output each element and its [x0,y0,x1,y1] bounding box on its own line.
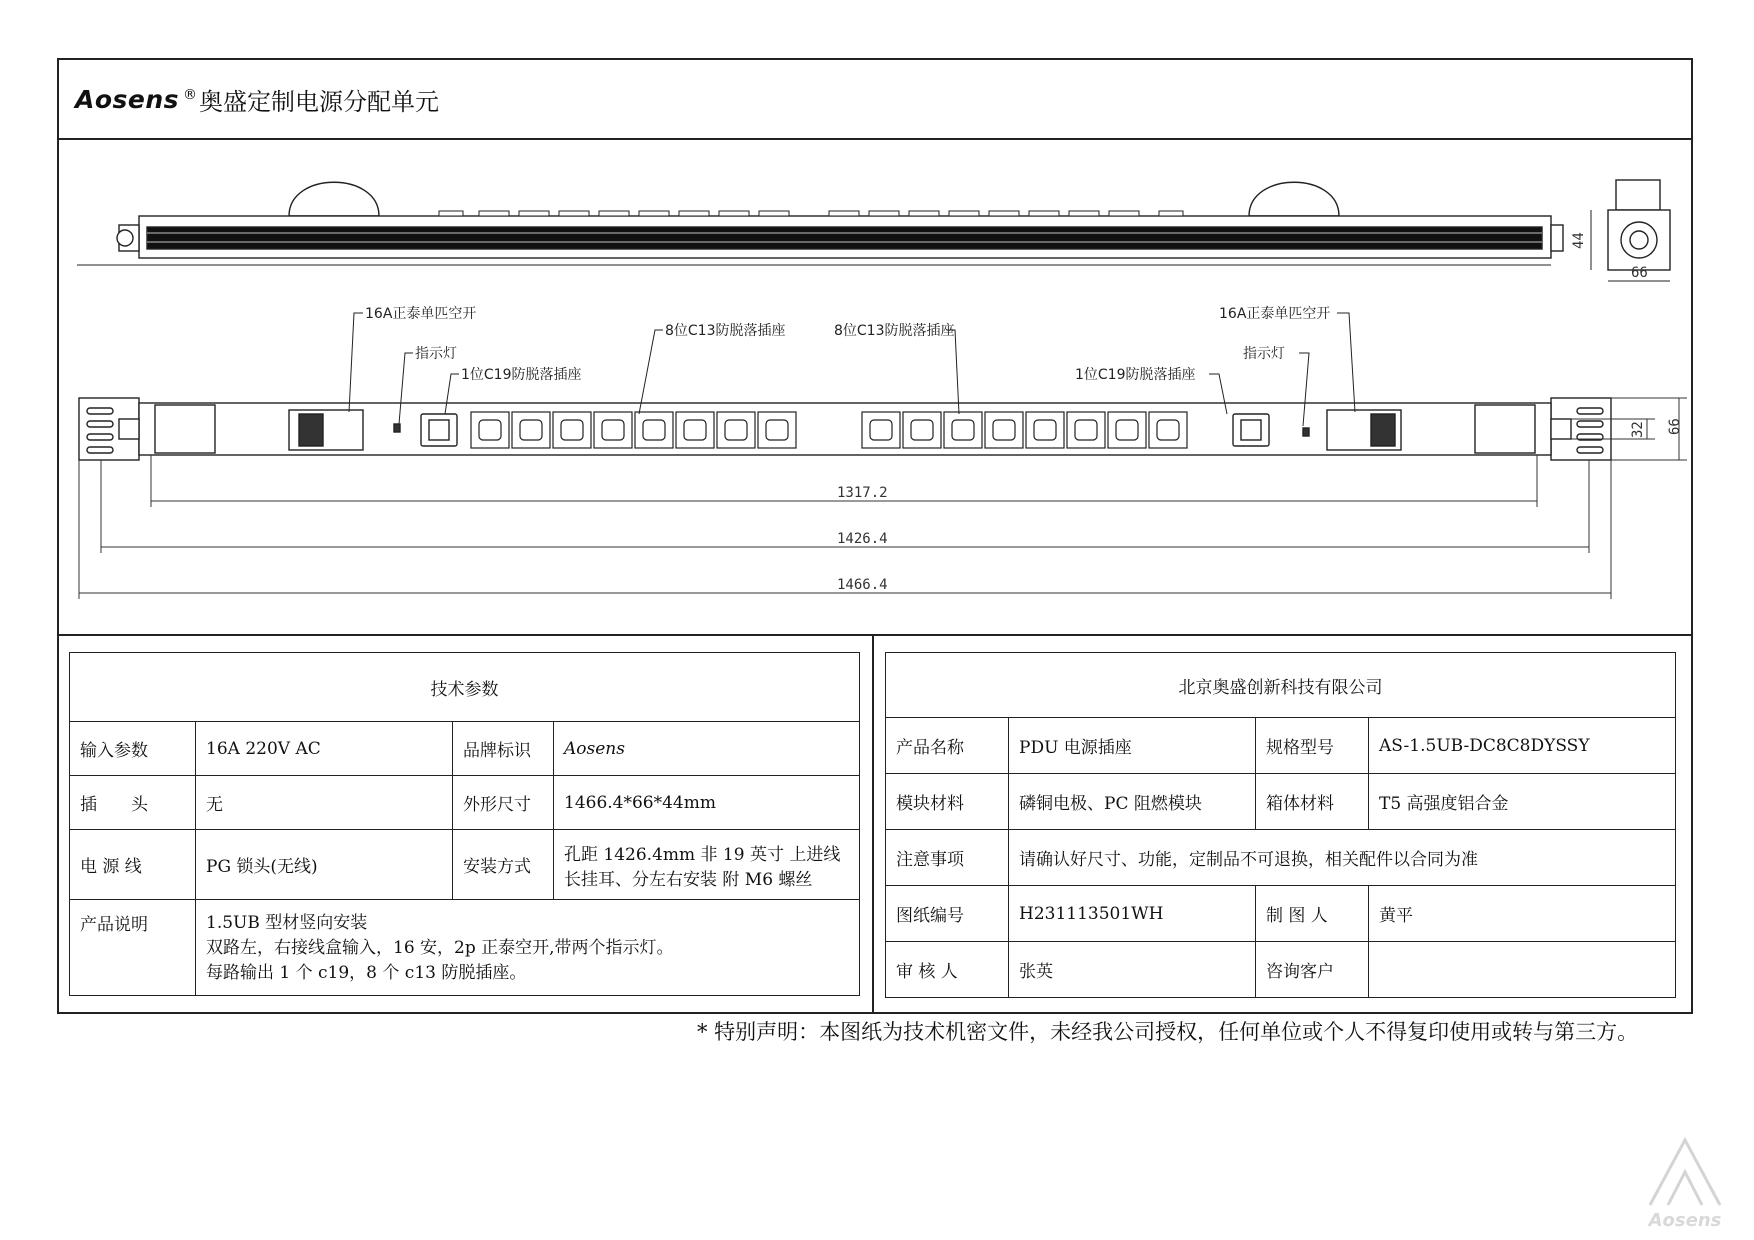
label-housing-material: 箱体材料 [1256,774,1369,830]
label-mounting: 安装方式 [453,830,554,900]
desc-line-3: 每路输出 1 个 c19，8 个 c13 防脱插座。 [206,963,527,983]
label-plug: 插 头 [70,776,196,830]
value-notes: 请确认好尺寸、功能，定制品不可退换，相关配件以合同为准 [1009,830,1676,886]
label-customer: 咨询客户 [1256,942,1369,998]
value-drafter: 黄平 [1369,886,1676,942]
label-module-material: 模块材料 [886,774,1009,830]
side-width-label: 66 [1631,265,1648,281]
callout-c19-left: 1位C19防脱落插座 [461,367,582,383]
value-description [196,900,860,996]
value-brand: Aosens [554,722,860,776]
pdu-technical-drawing [59,141,1691,635]
value-plug: 无 [196,776,453,830]
value-reviewer: 张英 [1009,942,1256,998]
value-model: AS-1.5UB-DC8C8DYSSY [1369,718,1676,774]
page-title: 奥盛定制电源分配单元 [199,87,440,116]
brand-logo: Aosens [75,84,180,114]
value-housing-material: T5 高强度铝合金 [1369,774,1676,830]
value-power-cord: PG 锁头(无线) [196,830,453,900]
tech-spec-table [69,652,860,996]
pdu-top-view [77,182,1563,265]
side-height-label: 44 [1571,232,1587,249]
callout-indicator-right: 指示灯 [1243,346,1285,362]
column-divider [872,635,874,1014]
label-power-cord: 电 源 线 [70,830,196,900]
tech-spec-title: 技术参数 [70,653,860,722]
label-reviewer: 审 核 人 [886,942,1009,998]
mounting-line-2: 长挂耳、分左右安装 附 M6 螺丝 [564,869,813,890]
top-view-outlet-bumps [439,211,1183,216]
label-dimensions: 外形尺寸 [453,776,554,830]
dim-height-66: 66 [1667,418,1683,435]
company-name: 北京奥盛创新科技有限公司 [886,653,1676,718]
pdu-front-view [79,398,1611,460]
dim-1317: 1317.2 [837,485,888,501]
title-bar [57,58,1693,140]
company-info-table [885,652,1676,998]
label-product-name: 产品名称 [886,718,1009,774]
value-drawing-number: H231113501WH [1009,886,1256,942]
label-description: 产品说明 [70,900,196,996]
dim-slot-32: 32 [1630,421,1646,438]
desc-line-2: 双路左，右接线盒输入，16 安，2p 正泰空开,带两个指示灯。 [206,938,674,958]
label-notes: 注意事项 [886,830,1009,886]
label-model: 规格型号 [1256,718,1369,774]
callout-breaker-left: 16A正泰单匹空开 [365,306,477,322]
value-mounting [554,830,860,900]
value-input: 16A 220V AC [196,722,453,776]
label-drawing-number: 图纸编号 [886,886,1009,942]
label-drafter: 制 图 人 [1256,886,1369,942]
callout-indicator-left: 指示灯 [415,346,457,362]
watermark-logo [1630,1130,1740,1230]
watermark-text: Aosens [1648,1210,1722,1230]
section-divider [57,634,1693,636]
label-brand: 品牌标识 [453,722,554,776]
callout-breaker-right: 16A正泰单匹空开 [1219,306,1331,322]
registered-mark: ® [183,87,198,103]
value-module-material: 磷铜电极、PC 阻燃模块 [1009,774,1256,830]
confidentiality-notice: * 特别声明：本图纸为技术机密文件，未经我公司授权，任何单位或个人不得复印使用或转与第三方。 [697,1020,1639,1044]
label-input: 输入参数 [70,722,196,776]
dim-1466: 1466.4 [837,577,888,593]
dim-1426: 1426.4 [837,531,888,547]
mounting-line-1: 孔距 1426.4mm 非 19 英寸 上进线 [564,844,841,865]
callout-c19-right: 1位C19防脱落插座 [1075,367,1196,383]
value-product-name: PDU 电源插座 [1009,718,1256,774]
value-customer [1369,942,1676,998]
callout-c13-right: 8位C13防脱落插座 [834,323,955,339]
value-dimensions: 1466.4*66*44mm [554,776,860,830]
callout-c13-left: 8位C13防脱落插座 [665,323,786,339]
desc-line-1: 1.5UB 型材竖向安装 [206,913,368,933]
